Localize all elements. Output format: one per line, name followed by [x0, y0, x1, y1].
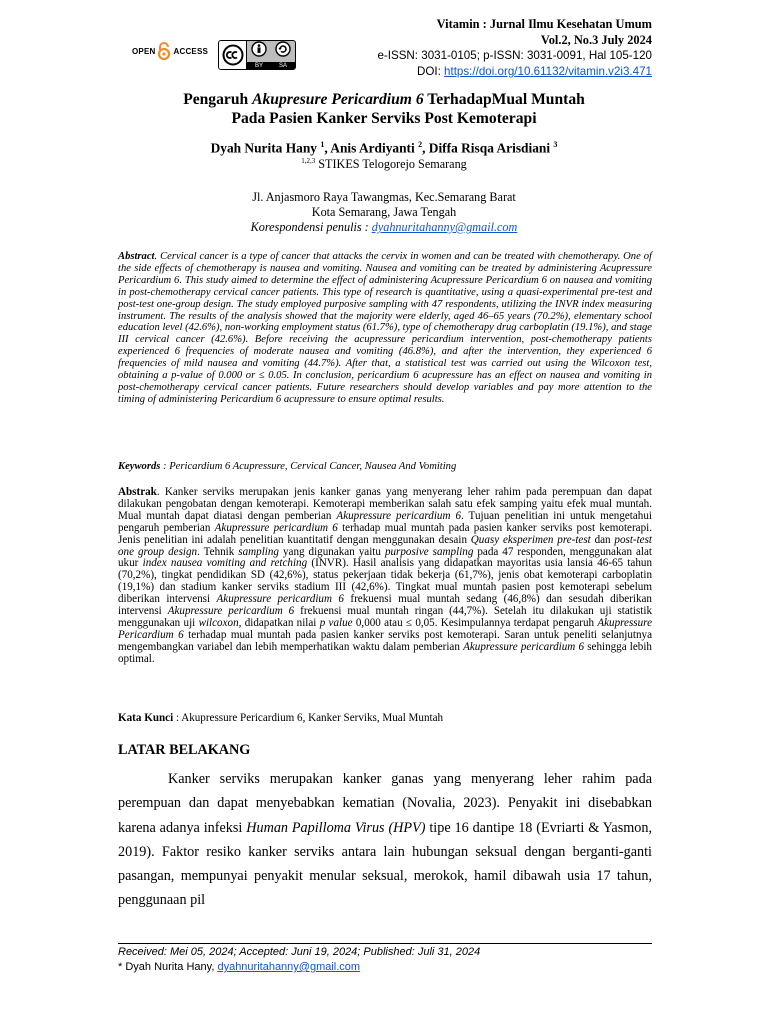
title-part1: Pengaruh	[183, 91, 253, 108]
doi-link[interactable]: https://doi.org/10.61132/vitamin.v2i3.471	[444, 65, 652, 78]
affiliation	[0, 157, 768, 172]
abstract-id-i1: Akupressure pericardium 6	[336, 509, 461, 522]
footer-divider	[118, 943, 652, 944]
abstract-id-i6: purposive sampling	[384, 545, 474, 558]
body-p1-a: Kanker serviks merupakan kanker ganas yang menyerang leher rahim pada perempuan dan dapat menyebabkan kematian (Novalia, 2023). Penyakit ini disebabkan karena adanya infeksi	[118, 771, 652, 836]
abstract-id-s11: , didapatkan nilai	[238, 616, 320, 629]
abstract-id-s5: . Tehnik	[197, 545, 239, 558]
abstract-id-i12: Akupressure Pericardium 6	[118, 616, 652, 641]
abstract-id-s1: . Kanker serviks merupakan jenis kanker ganas yang menyerang leher rahim pada perempuan dan dapat dilakukan pengobatan dengan kemoterapi. Kemoterapi memberikan salah satu efek samping yaitu efek mual muntah. Mual muntah dapat diatasi dengan pemberian	[118, 486, 652, 522]
address-line2: Kota Semarang, Jawa Tengah	[311, 205, 457, 219]
journal-name: Vitamin : Jurnal Ilmu Kesehatan Umum	[436, 17, 652, 31]
abstract-en-text: . Cervical cancer is a type of cancer that attacks the cervix in women and can be treated with chemotherapy. One of the side effects of chemotherapy is nausea and vomiting. Nausea and vomiting can be treated by administering Acupressure Pericardium 6. This study aimed to determine the effect of administering Acupressure Pericardium 6 on nausea and vomiting in post-chemotherapy cervical cancer patients. This type of research is quantitative, using a quasi-experimental pre-test and post-test one-group design. The study employed purposive sampling with 47 respondents, utilizing the INVR index measuring instrument. The results of the analysis showed that the majority were elderly, aged 46–65 years (70.2%), elementary school education level (42.6%), non-working employment status (61.7%), type of chemotherapy drug carboplatin (19.1%), and stage III cervical cancer (42.6%). Before receiving the acupressure pericardium intervention, post-chemotherapy patients experienced 6 frequencies of moderate nausea and vomiting (46.8%), and after the intervention, they experienced 6 frequencies of mild nausea and vomiting (44.7%). After that, a statistical test was carried out using the Wilcoxon test, obtaining a p-value of 0.000 or ≤ 0.05. In conclusion, pericardium 6 acupressure has an effect on nausea and vomiting in post-chemotherapy cervical cancer patients. Future researchers should develop variables and pay more attention to the timing of administering Pericardium 6 acupressure to ensure optimal results.	[118, 251, 652, 405]
footer-author-email-link[interactable]: dyahnuritahanny@gmail.com	[217, 961, 361, 973]
body-p1-b: tipe 16 dantipe 18 (Evriarti & Yasmon, 2019). Faktor resiko kanker serviks antara lain hubungan seksual dengan berganti-ganti pasangan, mempunyai penyakit menular seksual, merokok, hamil dibawah usia 17 tahun, penggunaan pil	[118, 819, 653, 909]
cc-icon	[219, 41, 247, 69]
correspondence	[0, 220, 768, 235]
body-p1-italic: Human Papilloma Virus (HPV)	[246, 819, 426, 836]
open-access-lock-icon	[157, 42, 171, 60]
author-2: , Anis Ardiyanti	[324, 140, 419, 156]
abstract-id-s8: (INVR). Hasil analisis yang didapatkan mayoritas usia lansia 46-65 tahun (70,2%), tingkat pendidikan SD (42,6%), status pekerjaan tidak bekerja (61,7%), jenis obat kemoterapi carboplatin (19,1%) dan stadium kanker serviks stadium III (42,6%). Tingkat mual muntah pasien post kemoterapi sebelum diberikan intervensi	[118, 557, 652, 606]
abstract-id-i9: Akupressure pericardium 6	[167, 605, 295, 618]
abstract-id-s3: terhadap mual muntah pada pasien kanker serviks post kemoterapi. Jenis penelitian ini adalah penelitian kuantitatif dengan menggunakan desain	[118, 521, 652, 546]
address-block	[0, 190, 768, 235]
correspondence-label: Korespondensi penulis :	[250, 220, 372, 234]
author-1-sup: 1	[320, 140, 325, 149]
abstract-id-i4: post-test one group design	[118, 533, 652, 558]
footer-dates: Received: Mei 05, 2024; Accepted: Juni 19, 2024; Published: Juli 31, 2024	[118, 946, 481, 958]
attribution-icon	[251, 41, 267, 62]
open-access-logo	[132, 42, 208, 60]
abstract-id-s7: pada 47 responden, menggunakan alat ukur	[118, 545, 652, 570]
cc-sa-label: SA	[278, 62, 287, 69]
abstract-english	[118, 251, 652, 406]
footer-author	[118, 960, 652, 975]
journal-info	[377, 16, 652, 80]
abstract-id-s6: yang digunakan yaitu	[278, 545, 385, 558]
abstract-id-i3: Quasy eksperimen pre-test	[470, 533, 591, 546]
keywords-id-label: Kata Kunci	[118, 712, 174, 724]
author-2-sup: 2	[418, 140, 423, 149]
title-italic: Akupresure Pericardium 6	[252, 91, 424, 108]
keywords-id-text: : Akupressure Pericardium 6, Kanker Serviks, Mual Muntah	[173, 712, 444, 724]
abstract-en-label: Abstract	[118, 251, 155, 262]
abstract-id-i2: Akupressure pericardium 6	[214, 521, 338, 534]
page-footer	[118, 945, 652, 975]
cc-by-sa-badge	[218, 40, 296, 70]
title-line2: Pada Pasien Kanker Serviks Post Kemoterapi	[231, 110, 537, 127]
address-line1: Jl. Anjasmoro Raya Tawangmas, Kec.Semarang Barat	[252, 190, 516, 204]
body-paragraph	[118, 767, 652, 913]
author-list	[0, 140, 768, 156]
author-3: , Diffa Risqa Arisdiani	[422, 140, 554, 156]
open-access-text-access: ACCESS	[173, 46, 209, 56]
abstract-id-s10: frekuensi mual muntah ringan (44,7%). Setelah itu dilakukan uji statistik menggunakan uji	[118, 605, 652, 629]
author-1: Dyah Nurita Hany	[210, 140, 321, 156]
abstract-id-i7: index nausea vomiting and retching	[142, 557, 308, 570]
abstract-id-s14: sehingga lebih optimal.	[118, 640, 652, 665]
keywords-en-label: Keywords	[118, 461, 161, 472]
abstract-id-s4: dan	[590, 533, 615, 546]
keywords-english	[118, 461, 652, 472]
affiliation-sup: 1,2,3	[301, 157, 316, 165]
share-alike-icon	[275, 41, 291, 62]
open-access-text-open: OPEN	[132, 46, 156, 56]
keywords-indonesian	[118, 712, 652, 724]
article-title	[0, 90, 768, 128]
affiliation-text: STIKES Telogorejo Semarang	[315, 157, 467, 172]
abstract-indonesian	[118, 487, 652, 666]
abstract-id-i5: sampling	[238, 545, 279, 558]
correspondence-email-link[interactable]: dyahnuritahanny@gmail.com	[371, 220, 518, 234]
keywords-en-text: : Pericardium 6 Acupressure, Cervical Cancer, Nausea And Vomiting	[160, 461, 457, 472]
journal-volume: Vol.2, No.3 July 2024	[540, 33, 652, 47]
page-header	[118, 16, 652, 80]
abstract-id-i13: Akupressure pericardium 6	[463, 640, 585, 653]
abstract-id-i8: Akupressure pericardium 6	[216, 593, 344, 606]
abstract-id-label: Abstrak	[118, 486, 157, 498]
cc-by-label: BY	[254, 62, 263, 69]
journal-issn: e-ISSN: 3031-0105; p-ISSN: 3031-0091, Hal 105-120	[377, 49, 652, 62]
abstract-id-s9: frekuensi mual muntah sedang (46,8%) dan sesudah diberikan intervensi	[118, 593, 652, 618]
abstract-id-s13: terhadap mual muntah pada pasien kanker serviks post kemoterapi. Saran untuk peneliti selanjutnya mengembangkan variabel dan lebih memperhatikan waktu dalam pemberian	[118, 628, 653, 653]
section-heading: LATAR BELAKANG	[118, 742, 251, 758]
abstract-id-s12: 0,000 atau ≤ 0,05. Kesimpulannya terdapat pengaruh	[352, 616, 598, 629]
abstract-id-i10: wilcoxon	[198, 616, 239, 629]
abstract-id-i11: p value	[319, 616, 353, 629]
journal-doi	[377, 64, 652, 80]
footer-author-name: * Dyah Nurita Hany,	[118, 961, 218, 973]
title-part2: TerhadapMual Muntah	[423, 91, 585, 108]
abstract-id-s2: . Tujuan penelitian ini untuk mengetahui pengaruh pemberian	[118, 509, 652, 534]
author-3-sup: 3	[553, 140, 558, 149]
doi-label: DOI:	[416, 65, 445, 78]
